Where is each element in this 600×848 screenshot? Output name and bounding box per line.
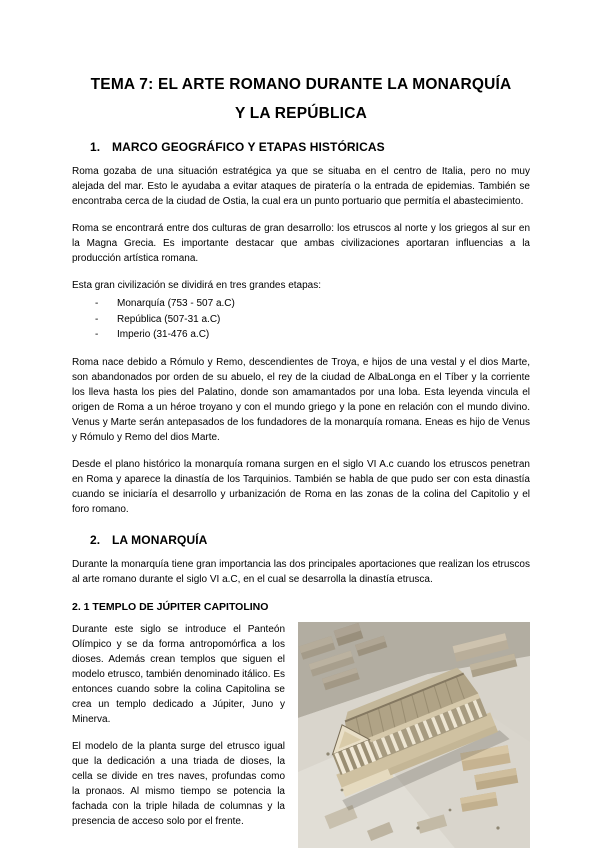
temple-model-photo — [298, 622, 530, 848]
section-2-heading-text: LA MONARQUÍA — [112, 532, 208, 547]
temple-model-illustration — [298, 622, 530, 848]
para-modelo-planta: El modelo de la planta surge del etrusco igual que la dedicación a una triada de dioses, la cella se divide en tres naves, profundas como la pronaos. Al mismo tiempo se potencia la fachada con la triple hilada de columnas y la presencia de acceso solo por el frente. — [72, 740, 285, 827]
title-line-1: TEMA 7: EL ARTE ROMANO DURANTE LA MONARQUÍA — [90, 76, 512, 93]
stage-label: Imperio (31-476 a.C) — [117, 329, 210, 340]
para-monarquia-intro: Durante la monarquía tiene gran importancia las dos principales aportaciones que realizan los etruscos al arte romano durante el siglo VI a.C, en el cual se desarrolla la dinastía etrusca. — [72, 558, 530, 585]
stage-label: República (507-31 a.C) — [117, 313, 221, 325]
bullet-dash: - — [95, 329, 99, 340]
title-line-2: Y LA REPÚBLICA — [235, 105, 367, 122]
list-item-imperio — [95, 327, 530, 343]
para-panteon-olimpico: Durante este siglo se introduce el Panteón Olímpico y se da forma antropomórfica a los dioses. Además crean templos que siguen el modelo etrusco, también denominado itálico. Es entonces cuando sobre la colina Capitolina se crea un templo dedicado a Júpiter, Juno y Minerva. — [72, 623, 285, 725]
para-etapas-intro: Esta gran civilización se dividirá en tres grandes etapas: — [72, 280, 322, 291]
bullet-dash: - — [95, 298, 99, 309]
section-1-heading — [72, 140, 530, 154]
document-title — [72, 70, 530, 128]
section-1-number: 1. — [90, 140, 101, 154]
stages-list — [95, 296, 530, 343]
section-2-1-body — [72, 622, 530, 848]
para-plano-historico: Desde el plano histórico la monarquía romana surgen en el siglo VI A.c cuando los etruscos penetran en Roma y aparece la dinastía de los Tarquinios. También se habla de que pudo ser con esta dinastía cuando se iniciaría el desarrollo y urbanización de Roma en las zonas de la colina del Capitolio y el foro romano. — [72, 458, 530, 515]
stage-label: Monarquía (753 - 507 a.C) — [117, 298, 235, 309]
list-item-republica — [95, 312, 530, 328]
section-2-heading — [72, 533, 530, 547]
section-1-heading-text: MARCO GEOGRÁFICO Y ETAPAS HISTÓRICAS — [112, 140, 385, 154]
para-dos-culturas: Roma se encontrará entre dos culturas de gran desarrollo: los etruscos al norte y los griegos al sur en la Magna Grecia. Es importante destacar que ambas civilizaciones aportaran influencias a la producción artística romana. — [72, 223, 530, 264]
para-situacion-estrategica: Roma gozaba de una situación estratégica ya que se situaba en el centro de Italia, pero no muy alejada del mar. Esto le ayudaba a evitar ataques de piratería o la entrada de epidemias. También se encontraba cerca de la ciudad de Ostia, la cual era un punto portuario que permitía el abastecimiento. — [72, 166, 530, 207]
bullet-dash: - — [95, 313, 99, 325]
para-romulo-remo: Roma nace debido a Rómulo y Remo, descendientes de Troya, e hijos de una vestal y el dios Marte, son abandonados por orden de su abuelo, el rey de la ciudad de AlbaLonga en el Tíber y la corriente los lleva hasta los pies del Palatino, donde son amamantados por una loba. Esta leyenda vincula el origen de Roma a un héroe troyano y con el mundo griego y la pone en relación con el mundo divino. Venus y Marte serán antepasados de los fundadores de la monarquía romana. Eneas es hijo de Venus y Rómulo y Remo del dios Marte. — [72, 356, 530, 443]
section-2-1-heading: 2. 1 TEMPLO DE JÚPITER CAPITOLINO — [72, 600, 269, 613]
list-item-monarquia — [95, 296, 530, 312]
section-2-number: 2. — [90, 532, 101, 547]
